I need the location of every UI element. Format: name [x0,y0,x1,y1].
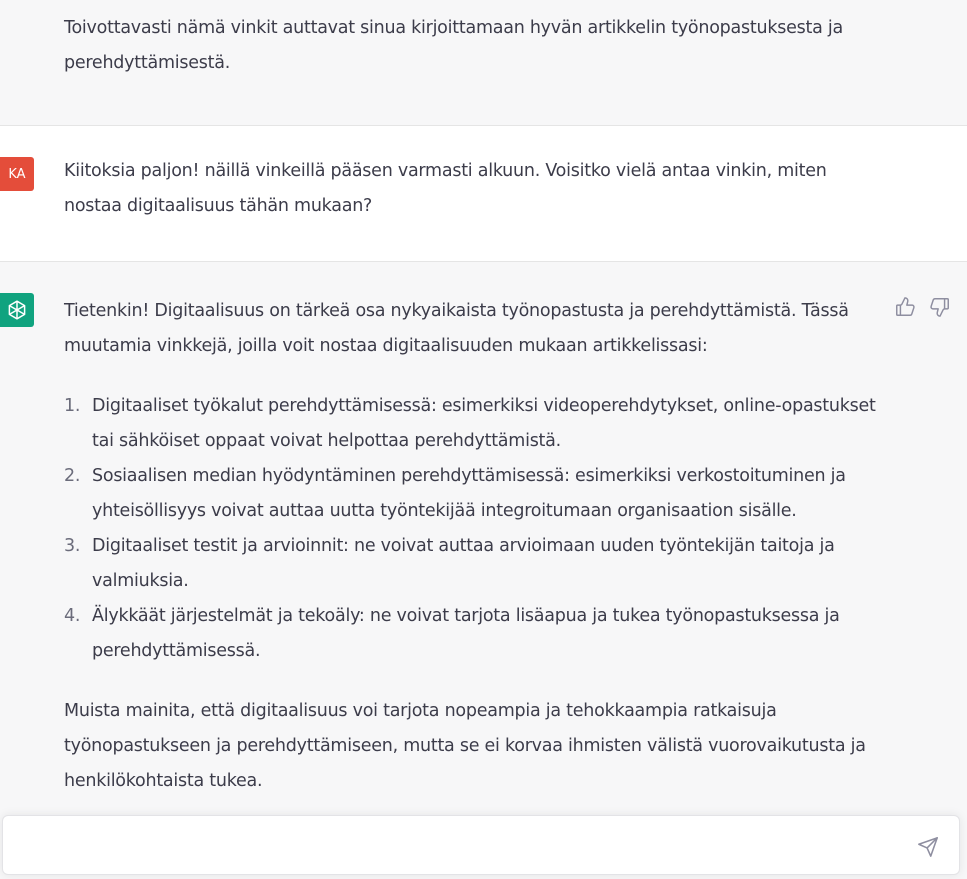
user-message [0,126,967,261]
assistant-outro-text: Muista mainita, että digitaalisuus voi tarjota nopeampia ja tehokkaampia ratkaisuja työnopastukseen ja perehdyttämiseen, mutta se ei korvaa ihmisten välistä vuorovaikutusta ja henkilökohtaista tukea. [64,701,866,791]
list-item-number: 4. [64,606,81,626]
user-message-text: Kiitoksia paljon! näillä vinkeillä pääsen varmasti alkuun. Voisitko vielä antaa vinkin, miten nostaa digitaalisuus tähän mukaan? [64,161,827,216]
list-item-text: Sosiaalisen median hyödyntäminen perehdyttämisessä: esimerkiksi verkostoituminen ja yhteisöllisyys voivat auttaa uutta työntekijää integroitumaan organisaation sisälle. [92,466,846,521]
list-item [64,599,884,669]
assistant-message-previous [0,0,967,125]
list-item [64,389,884,459]
openai-logo-icon [0,293,34,327]
list-item [64,459,884,529]
thumbs-down-icon[interactable] [929,296,951,318]
assistant-tips-list [64,389,884,669]
message-input[interactable] [17,832,901,864]
list-item-number: 3. [64,536,81,556]
list-item-number: 2. [64,466,81,486]
list-item-text: Älykkäät järjestelmät ja tekoäly: ne voivat tarjota lisäapua ja tukea työnopastuksessa ja perehdyttämisessä. [92,606,840,661]
message-composer [2,815,960,875]
assistant-intro-text: Tietenkin! Digitaalisuus on tärkeä osa nykyaikaista työnopastusta ja perehdyttämistä. Tässä muutamia vinkkejä, joilla voit nostaa digitaalisuuden mukaan artikkelissasi: [64,301,849,356]
list-item [64,529,884,599]
assistant-previous-text: Toivottavasti nämä vinkit auttavat sinua kirjoittamaan hyvän artikkelin työnopastuksesta ja perehdyttämisestä. [64,18,843,73]
thumbs-up-icon[interactable] [894,296,916,318]
list-item-text: Digitaaliset testit ja arvioinnit: ne voivat auttaa arvioimaan uuden työntekijän taitoja ja valmiuksia. [92,536,835,591]
send-icon[interactable] [917,836,939,858]
user-avatar: KA [0,157,34,191]
list-item-number: 1. [64,396,81,416]
list-item-text: Digitaaliset työkalut perehdyttämisessä: esimerkiksi videoperehdytykset, online-opastukset tai sähköiset oppaat voivat helpottaa perehdyttämistä. [92,396,876,451]
